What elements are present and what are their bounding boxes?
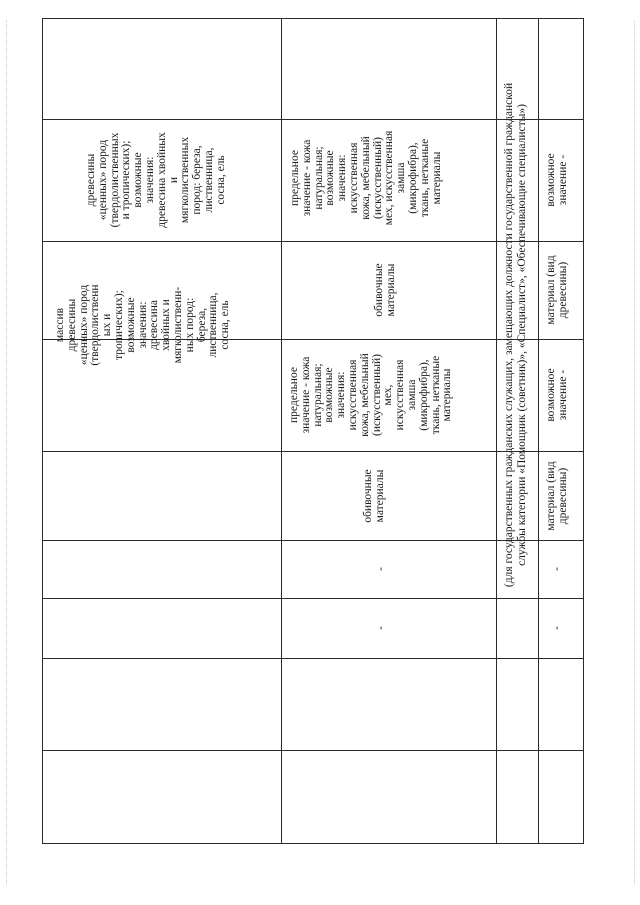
row2-col-d-text: предельное значение - кожа натуральная; возможные значения: искусственная кожа, мебельный (искусственный) мех, искусственная замша (микрофибра), ткань, нетканые материалы xyxy=(289,130,443,226)
row3-dash-1: - xyxy=(549,626,563,630)
row1-col-d-text: древесины «ценных» пород (твердолиственных и тропических); возможные значения: древесина хвойных и мягколиственных пород: береза, лиственница, сосна, ель xyxy=(85,132,227,228)
row2-col-a-text: обивочные материалы xyxy=(362,469,386,523)
row3-col-c-text: материал (вид древесины) xyxy=(545,255,569,325)
column-rule xyxy=(42,658,583,659)
column-rule xyxy=(42,540,583,541)
row2-dash-2: - xyxy=(373,567,387,571)
row2-dash-1: - xyxy=(373,626,387,630)
row-rule xyxy=(281,18,282,844)
table-border-top xyxy=(42,18,583,19)
table-border-bottom xyxy=(42,843,583,844)
row2-col-c-text: обивочные материалы xyxy=(373,263,397,317)
table-border-left xyxy=(42,18,43,844)
row3-col-d-text: возможное значение - xyxy=(545,153,569,207)
column-rule xyxy=(42,750,583,751)
row3-col-b-text: возможное значение - xyxy=(545,368,569,422)
row-rule xyxy=(496,18,497,844)
column-rule xyxy=(42,241,583,242)
scan-margin-left xyxy=(6,20,7,885)
table-border-right xyxy=(583,18,584,844)
row3-dash-2: - xyxy=(549,567,563,571)
column-rule xyxy=(42,598,583,599)
row1-col-b-text: массив древесины «ценных» пород (твердолиственн ых и тропических); возможные значения: древесина хвойных и мягколиственн- ных пород: березa, лиственница, сосна, ель xyxy=(54,284,232,366)
scan-margin-right xyxy=(634,20,635,885)
row-rule xyxy=(538,18,539,844)
row3-col-a-text: материал (вид древесины) xyxy=(545,461,569,531)
column-rule xyxy=(42,451,583,452)
row2-col-b-text: предельное значение - кожа натуральная; возможные значения: искусственная кожа, мебельный (искусственный) мех, искусственная замша (микрофибра), ткань, нетканые материалы xyxy=(288,353,454,437)
category-caption: (для государственных гражданских служащих, замещающих должности государственной гражданской службы категории «Помощник (советник)», «Специалист», «Обеспечивающие специалисты») xyxy=(503,82,528,588)
